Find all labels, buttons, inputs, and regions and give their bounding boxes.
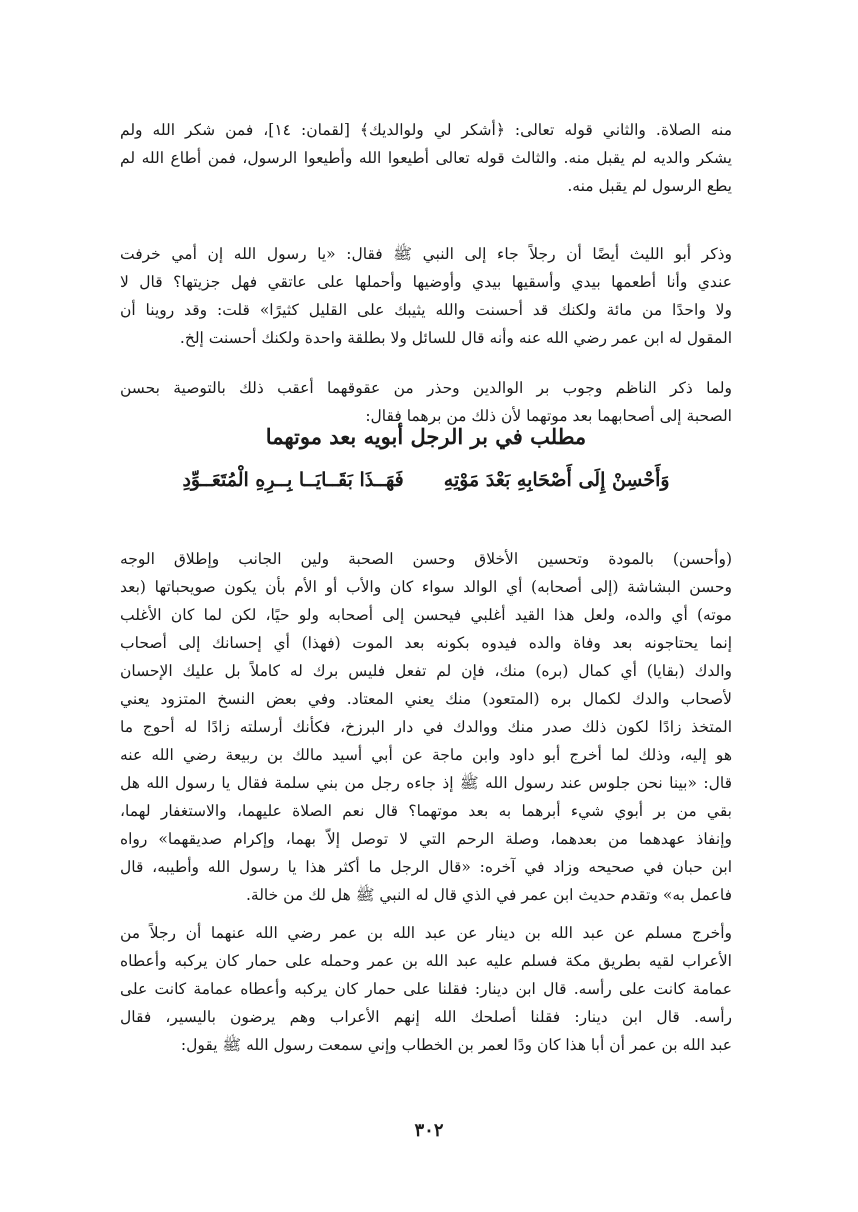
text-line: وإنفاذ عهدهما من بعدهما، وصلة الرحم التي لا توصل إلاّ بهما، وإكرام صديقهما» رواه <box>120 830 732 848</box>
text-line: موته) أي والده، ولعل هذا القيد أغلبي فيحسن إلى أصحابه ولو حيًا، لكن لما كان الأغلب <box>120 606 732 624</box>
text-line: وأخرج مسلم عن عبد الله بن دينار عن عبد الله بن عمر رضي الله عنهما أن رجلاً من <box>120 924 732 942</box>
paragraph <box>120 545 732 909</box>
text-line: يطع الرسول لم يقبل منه. <box>567 177 732 195</box>
text-line: والدك (بقايا) أي كمال (بره) منك، فإن لم تفعل فليس برك له كاملاً بل عليك الإحسان <box>120 662 732 680</box>
text-line: (وأحسن) بالمودة وتحسين الأخلاق وحسن الصحبة ولين الجانب وإطلاق الوجه <box>120 550 732 568</box>
text-line: المتخذ زادًا لكون ذلك صدر منك ووالدك في دار البرزخ، فكأنك أرسلته زادًا له أحوج ما <box>120 718 732 736</box>
text-line: منه الصلاة. والثاني قوله تعالى: ﴿أشكر لي ولوالديك﴾ [لقمان: ١٤]، فمن شكر الله ولم <box>120 121 732 139</box>
text-line: هو إليه، وذلك لما أخرج أبو داود وابن ماجة عن أبي أسيد مالك بن ربيعة رضي الله عنه <box>120 746 732 764</box>
text-line: وذكر أبو الليث أيضًا أن رجلاً جاء إلى النبي ﷺ فقال: «يا رسول الله إن أمي خرفت <box>120 245 732 263</box>
text-line: إنما يحتاجونه بعد وفاة والده فيدوه بكونه بعد الموت (فهذا) أي إحسانك إلى أصحاب <box>120 634 732 652</box>
verse-hemistich-second: فَهَــذَا بَقَــايَــا بِــرِهِ الْمُتَعَــوِّدِ <box>182 469 404 491</box>
text-line: عبد الله بن عمر أن أبا هذا كان ودًا لعمر بن الخطاب وإني سمعت رسول الله ﷺ يقول: <box>180 1036 732 1054</box>
paragraph <box>120 116 732 200</box>
text-line: الأعراب لقيه بطريق مكة فسلم عليه عبد الله بن عمر وحمله على حمار كان يركبه وأعطاه <box>120 952 732 970</box>
text-line: فاعمل به» وتقدم حديث ابن عمر في الذي قال له النبي ﷺ هل لك من خالة. <box>245 886 732 904</box>
text-line: يشكر والديه لم يقبل منه. والثالث قوله تعالى أطيعوا الله وأطيعوا الرسول، فمن أطاع الله لم <box>120 149 732 167</box>
section-heading: مطلب في بر الرجل أبويه بعد موتهما <box>265 424 587 449</box>
text-line: بقي من بر أبوي شيء أبرهما به بعد موتهما؟ قال نعم الصلاة عليهما، والاستغفار لهما، <box>120 802 732 820</box>
text-line: لأصحاب والدك لكمال بره (المتعود) منك يعني المعتاد. وفي بعض النسخ المتزود يعني <box>120 690 732 708</box>
text-line: وحسن البشاشة (إلى أصحابه) أي الوالد سواء كان والأب أو الأم بأن يكون صويحباتها (بعد <box>120 578 732 596</box>
text-line: رأسه. قال ابن دينار: فقلنا أصلحك الله إنهم الأعراب وهم يرضون باليسير، فقال <box>120 1008 732 1026</box>
text-line: الصحبة إلى أصحابهما بعد موتهما لأن ذلك من برهما فقال: <box>365 407 732 425</box>
verse-hemistich-first: وَأَحْسِنْ إِلَى أَصْحَابِهِ بَعْدَ مَوْتِهِ <box>443 469 670 491</box>
text-line: عندي وأنا أطعمها بيدي وأسقيها بيدي وأوضيها وأحملها على عاتقي فهل جزيتها؟ قال لا <box>120 273 732 291</box>
text-line: قال: «بينا نحن جلوس عند رسول الله ﷺ إذ جاءه رجل من بني سلمة فقال يا رسول الله هل <box>120 774 732 792</box>
text-line: ابن حبان في صحيحه وزاد في آخره: «قال الرجل ما أكثر هذا يا رسول الله وأطيبه، قال <box>120 858 732 876</box>
text-line: عمامة كانت على رأسه. قال ابن دينار: فقلنا على حمار كان يركبه وأعطاه عمامة كانت على <box>120 980 732 998</box>
text-line: المقول له ابن عمر رضي الله عنه وأنه قال للسائل ولا بطلقة واحدة ولكنك أحسنت إلخ. <box>179 329 732 347</box>
paragraph <box>120 240 732 352</box>
poem-verse <box>120 463 732 497</box>
text-line: ولا واحدًا من مائة ولكنك قد أحسنت والله يثيبك على القليل كثيرًا» قلت: وقد روينا أن <box>120 301 732 319</box>
page-number: ٣٠٢ <box>414 1120 444 1141</box>
paragraph <box>120 919 732 1059</box>
text-line: ولما ذكر الناظم وجوب بر الوالدين وحذر من عقوقهما أعقب ذلك بالتوصية بحسن <box>120 379 732 397</box>
